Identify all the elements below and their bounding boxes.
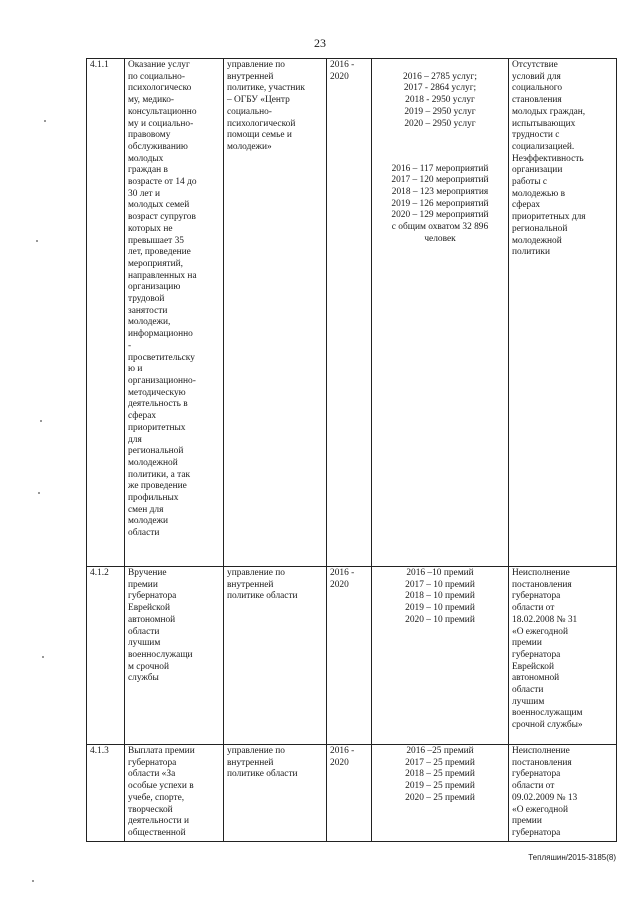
executor-cell: управление по внутренней политике области — [224, 745, 327, 842]
item-number: 4.1.1 — [87, 59, 125, 567]
risks-cell: Отсутствие условий для социального становления молодых граждан, испытывающих трудности с социализацией. Неэффективность организации работы с молодежью в сферах приоритетных для региональной молодежной политики — [509, 59, 617, 567]
scan-speck — [36, 240, 38, 242]
activity-cell: Вручение премии губернатора Еврейской автономной области лучшим военнослужащи м срочной службы — [125, 567, 224, 745]
scan-speck — [32, 880, 34, 882]
years-cell: 2016 - 2020 — [327, 567, 372, 745]
indicators-cell — [372, 59, 509, 567]
scan-speck — [40, 420, 42, 422]
executor-cell: управление по внутренней политике, участник – ОГБУ «Центр социально- психологической помощи семье и молодежи» — [224, 59, 327, 567]
risks-cell: Неисполнение постановления губернатора области от 09.02.2009 № 13 «О ежегодной премии губернатора — [509, 745, 617, 842]
years-cell: 2016 - 2020 — [327, 59, 372, 567]
risks-cell: Неисполнение постановления губернатора области от 18.02.2008 № 31 «О ежегодной премии губернатора Еврейской автономной области лучшим военнослужащим срочной службы» — [509, 567, 617, 745]
indicators-events: 2016 – 117 мероприятий 2017 – 120 мероприятий 2018 – 123 мероприятия 2019 – 126 мероприятий 2020 – 129 мероприятий с общим охватом 32 896 человек — [391, 163, 489, 244]
item-number: 4.1.2 — [87, 567, 125, 745]
years-cell: 2016 - 2020 — [327, 745, 372, 842]
program-table — [86, 58, 617, 842]
page-number: 23 — [314, 36, 326, 50]
document-footer-code: Тепляшин/2015-3185(8) — [528, 853, 616, 862]
table-row — [87, 745, 617, 842]
indicators-cell: 2016 –10 премий 2017 – 10 премий 2018 – 10 премий 2019 – 10 премий 2020 – 10 премий — [372, 567, 509, 745]
activity-cell: Оказание услуг по социально- психологическо му, медико- консультационно му и социально- правовому обслуживанию молодых граждан в возрасте от 14 до 30 лет и молодых семей возраст супругов которых не превышает 35 лет, проведение мероприятий, направленных на организацию трудовой занятости молодежи, информационно - просветительску ю и организационно- методическую деятельность в сферах приоритетных для региональной молодежной политики, а так же проведение профильных смен для молодежи области — [125, 59, 224, 567]
indicators-services: 2016 – 2785 услуг; 2017 - 2864 услуг; 2018 - 2950 услуг 2019 – 2950 услуг 2020 – 2950 услуг — [403, 71, 477, 129]
executor-cell: управление по внутренней политике области — [224, 567, 327, 745]
scan-speck — [38, 492, 40, 494]
table-row — [87, 567, 617, 745]
scan-speck — [44, 120, 46, 122]
scan-speck — [42, 656, 44, 658]
activity-cell: Выплата премии губернатора области «За особые успехи в учебе, спорте, творческой деятельности и общественной — [125, 745, 224, 842]
table-row — [87, 59, 617, 567]
item-number: 4.1.3 — [87, 745, 125, 842]
indicators-cell: 2016 –25 премий 2017 – 25 премий 2018 – 25 премий 2019 – 25 премий 2020 – 25 премий — [372, 745, 509, 842]
